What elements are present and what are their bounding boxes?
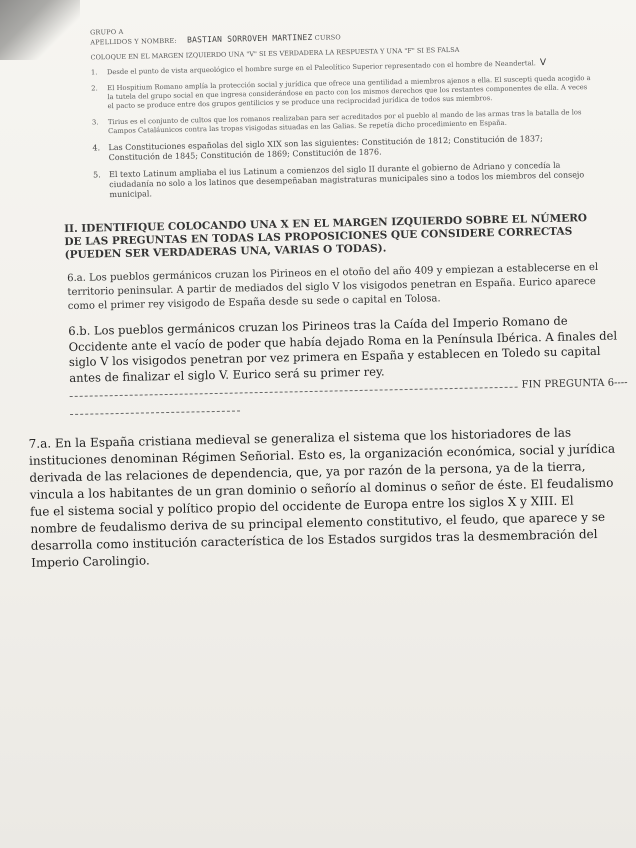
question-3 [92,107,622,136]
question-5 [93,159,624,200]
group-label: GRUPO A [89,27,124,37]
question-number: 1. [90,68,98,77]
dashed-rule-2 [70,410,240,415]
section2-title: II. IDENTIFIQUE COLOCANDO UNA X EN EL MARGEN IZQUIERDO SOBRE EL NÚMERO DE LAS PREGUNTAS EN TODAS LAS PROPOSICIONES QUE CONSIDERE CORRECTAS (PUEDEN SER VERDADERAS UNA, VARIAS O TODAS). [64,212,588,262]
name-label: APELLIDOS Y NOMBRE: [90,36,177,47]
question-6b: 6.b. Los pueblos germánicos cruzan los Pirineos tras la Caída del Imperio Romano de Occidente ante el vacío de poder que había dejado Roma en la Península Ibérica. A finales del siglo V los visigodos penetran por vez primera en España y establecen en Toledo su capital antes de finalizar el siglo V. Eurico será su primer rey. [68,313,618,385]
question-4 [92,132,622,163]
question-text: Las Constituciones españolas del siglo XIX son las siguientes: Constitución de 1812; Constitución de 1837; Constitución de 1845; Constitución de 1869; Constitución de 1876. [108,134,543,163]
question-text: El texto Latinum ampliaba el ius Latinum a comienzos del siglo II durante el gobierno de Adriano y concedía la ciudadanía no solo a los latinos que desempeñaban magistraturas municipales sino a todos los miembros del consejo municipal. [108,160,585,200]
question-number: 3. [91,118,99,127]
course-label: CURSO [314,33,341,42]
end-question-6: FIN PREGUNTA 6 [521,377,615,391]
question-number: 5. [92,170,101,180]
question-number: 4. [92,143,101,153]
student-name: BASTIAN SORROVEH MARTINEZ [186,32,313,45]
question-text: Tirius es el conjunto de cultos que los romanos realizaban para ser acreditados por el pueblo al mando de las armas tras la batalla de los Campos Cataláunicos contra las tropas visigodas situadas en las Galias. Se repetía dicho procedimiento en España. [107,108,582,136]
section1-questions [21,57,624,202]
end-dashes: ---- [613,377,628,389]
question-text: El Hospitium Romano amplía la protección social y jurídica que ofrece una gentilidad a miembros ajenos a ella. El suscepti queda acogido a la tutela del grupo social en que ingresa considerándose en pacto con los mismos derechos que los restantes componentes de ella. A veces el pacto se produce entre dos grupos gentilicios y se produce una reciprocidad jurídica de todos sus miembros. [107,74,591,111]
question-7a: 7.a. En la España cristiana medieval se generaliza el sistema que los historiadores de las instituciones denominan Régimen Señorial. Esto es, la organización económica, social y jurídica derivada de las relaciones de dependencia, que, ya por razón de la persona, ya de la tierra, vincula a los habitantes de un gran dominio o señorío al dominus o señor de éste. El feudalismo fue el sistema social y político propio del occidente de Europa entre los siglos X y XIII. El nombre de feudalismo deriva de su principal elemento constitutivo, el feudo, que aparece y se desarrolla como institución característica de los Estados surgidos tras la desmembración del Imperio Carolingio. [28,425,616,570]
question-6a: 6.a. Los pueblos germánicos cruzan los Pirineos en el otoño del año 409 y empiezan a establecerse en el territorio peninsular. A partir de mediados del siglo V los visigodos penetran en España. Eurico aparece como el primer rey visigodo de España desde su sede o capital en Tolosa. [67,261,599,313]
question-text: Desde el punto de vista arqueológico el hombre surge en el Paleolítico Superior representado con el hombre de Neandertal. [106,59,537,77]
answer-mark: V [539,57,547,69]
section1-instruction: COLOQUE EN EL MARGEN IZQUIERDO UNA "V" SI ES VERDADERA LA RESPUESTA Y UNA "F" SI ES FALSA [90,45,460,62]
question-number: 2. [91,84,98,93]
exam-page [20,17,631,571]
question-2 [91,73,621,111]
